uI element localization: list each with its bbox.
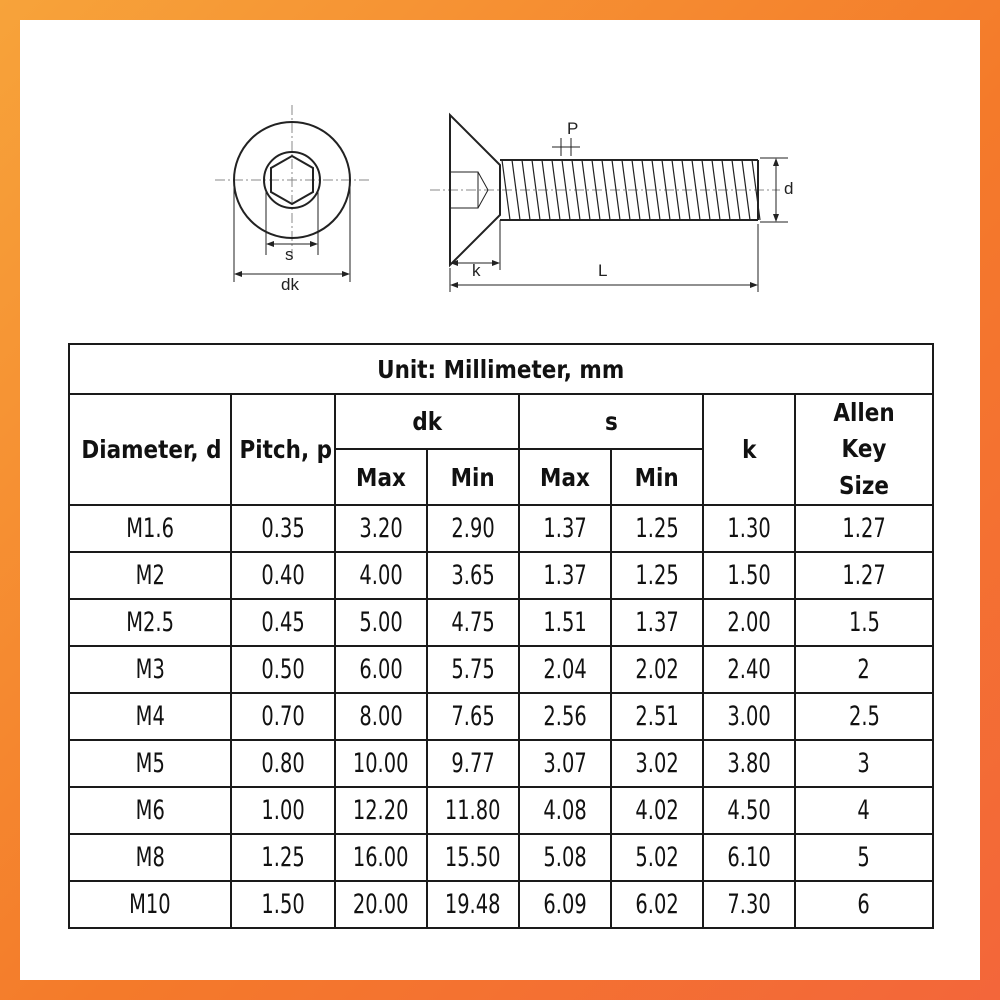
table-cell: 0.70 [231,693,335,740]
table-cell: 3.20 [335,505,427,552]
table-cell: 9.77 [427,740,519,787]
table-cell: 5.02 [611,834,703,881]
table-cell: 4.08 [519,787,611,834]
header-dk-min: Min [427,449,519,504]
label-l: L [598,261,608,280]
table-cell: 19.48 [427,881,519,928]
table-cell: 3.00 [703,693,795,740]
table-cell: 5.75 [427,646,519,693]
table-cell: 2 [795,646,933,693]
table-row [69,599,933,646]
table-cell: 1.5 [795,599,933,646]
label-d: d [784,179,794,198]
table-cell: 4.75 [427,599,519,646]
table-cell: 4 [795,787,933,834]
table-cell: 1.00 [231,787,335,834]
header-s-min: Min [611,449,703,504]
table-cell: 5 [795,834,933,881]
table-cell: 20.00 [335,881,427,928]
table-cell: 1.50 [231,881,335,928]
table-cell: 6.10 [703,834,795,881]
header-diameter: Diameter, d [69,394,231,505]
table-cell: M8 [69,834,231,881]
table-cell: 1.51 [519,599,611,646]
table-cell: 1.25 [231,834,335,881]
table-cell: 7.30 [703,881,795,928]
table-cell: 1.30 [703,505,795,552]
table-cell: 0.45 [231,599,335,646]
table-row [69,787,933,834]
header-s-max: Max [519,449,611,504]
table-cell: 6 [795,881,933,928]
table-cell: M10 [69,881,231,928]
table-cell: 0.40 [231,552,335,599]
table-cell: 5.08 [519,834,611,881]
table-cell: M4 [69,693,231,740]
table-row [69,834,933,881]
table-cell: 7.65 [427,693,519,740]
table-cell: M3 [69,646,231,693]
table-cell: 1.37 [519,552,611,599]
table-cell: 1.27 [795,552,933,599]
table-cell: M6 [69,787,231,834]
table-cell: 4.00 [335,552,427,599]
table-cell: 2.51 [611,693,703,740]
table-cell: 1.50 [703,552,795,599]
header-dk-max: Max [335,449,427,504]
table-cell: 0.50 [231,646,335,693]
table-cell: 3 [795,740,933,787]
screw-side-view [430,115,788,292]
table-cell: 6.02 [611,881,703,928]
table-row [69,740,933,787]
table-cell: 2.90 [427,505,519,552]
spec-table [68,343,934,929]
table-cell: 1.25 [611,505,703,552]
table-cell: 1.25 [611,552,703,599]
table-cell: M2.5 [69,599,231,646]
table-row [69,552,933,599]
table-cell: M1.6 [69,505,231,552]
content-panel [20,20,980,980]
label-k: k [472,261,481,280]
table-cell: 1.37 [519,505,611,552]
table-row [69,881,933,928]
table-row [69,646,933,693]
table-cell: 0.80 [231,740,335,787]
table-cell: 15.50 [427,834,519,881]
table-cell: 10.00 [335,740,427,787]
table-cell: 12.20 [335,787,427,834]
header-allen-key-size: Allen Key Size [795,394,933,505]
table-cell: 2.02 [611,646,703,693]
table-row [69,693,933,740]
header-dk: dk [335,394,519,449]
table-cell: M5 [69,740,231,787]
table-cell: 6.00 [335,646,427,693]
table-cell: 2.56 [519,693,611,740]
table-cell: 2.04 [519,646,611,693]
header-k: k [703,394,795,505]
label-p: P [567,119,579,138]
table-cell: 16.00 [335,834,427,881]
label-s: s [285,245,294,264]
table-cell: 0.35 [231,505,335,552]
table-cell: 3.02 [611,740,703,787]
table-cell: 4.02 [611,787,703,834]
table-cell: 6.09 [519,881,611,928]
screw-dimension-drawing [20,20,980,320]
table-cell: 2.40 [703,646,795,693]
header-pitch: Pitch, p [231,394,335,505]
table-cell: 11.80 [427,787,519,834]
table-cell: 3.07 [519,740,611,787]
table-cell: 2.5 [795,693,933,740]
table-cell: M2 [69,552,231,599]
table-cell: 3.65 [427,552,519,599]
label-dk: dk [281,275,299,294]
table-cell: 1.37 [611,599,703,646]
header-s: s [519,394,703,449]
table-cell: 8.00 [335,693,427,740]
table-title: Unit: Millimeter, mm [69,344,933,394]
table-cell: 4.50 [703,787,795,834]
table-cell: 3.80 [703,740,795,787]
table-row [69,505,933,552]
table-cell: 2.00 [703,599,795,646]
table-cell: 5.00 [335,599,427,646]
table-cell: 1.27 [795,505,933,552]
